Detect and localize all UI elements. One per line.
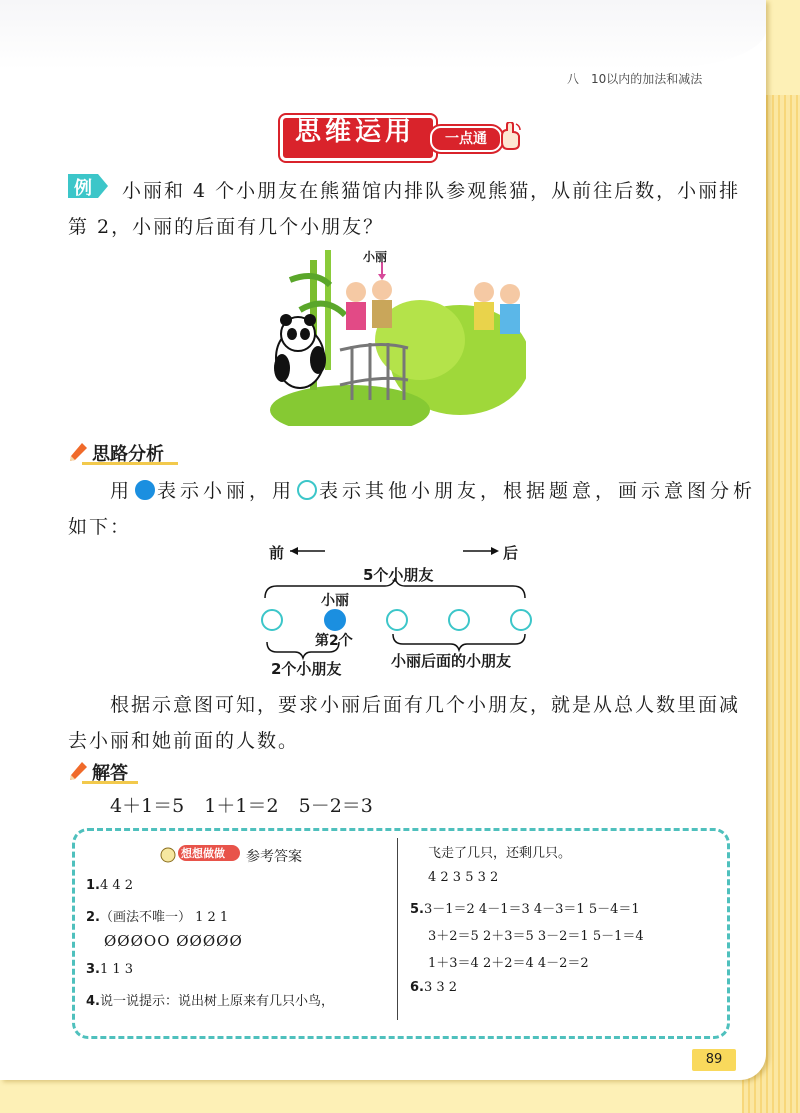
answer-1-number: 1. (86, 878, 100, 893)
think-do-badge-label: 想想做做 (181, 847, 225, 860)
analysis-paragraph-1 (110, 476, 756, 503)
chapter-title: 10以内的加法和减法 (591, 72, 703, 86)
answer-4-values: 4 2 3 5 3 2 (428, 870, 499, 885)
diagram-after-label: 小丽后面的小朋友 (391, 652, 512, 670)
analysis-paragraph-2: 根据示意图可知，要求小丽后面有几个小朋友，就是从总人数里面减 (110, 694, 741, 716)
hollow-dot-icon (297, 480, 317, 500)
answer-4-number: 4. (86, 994, 100, 1009)
analysis-text-c: 表示其他小朋友，根据题意，画示意图分析 (319, 480, 757, 502)
diagram-front-label: 前 (269, 544, 285, 562)
answer-4-continued: 飞走了几只，还剩几只。 (428, 846, 572, 861)
section-banner (280, 112, 520, 158)
answer-6 (410, 980, 457, 995)
analysis-text-b: 表示小丽，用 (157, 480, 296, 502)
diagram-position-label: 第2个 (315, 633, 353, 649)
running-header (567, 70, 714, 87)
answer-3-number: 3. (86, 962, 100, 977)
queue-diagram (255, 538, 545, 678)
banner-tag: 一点通 (430, 126, 502, 152)
header-band (0, 0, 766, 70)
answer-4-text: 说一说提示：说出树上原来有几只小鸟， (99, 994, 334, 1009)
answer-6-number: 6. (410, 980, 424, 995)
answer-2 (86, 906, 228, 925)
filled-dot-icon (135, 480, 155, 500)
solution-heading-text: 解答 (92, 763, 128, 784)
pointing-hand-icon (498, 122, 522, 150)
page-number: 89 (692, 1049, 736, 1071)
illustration-label: 小丽 (363, 250, 388, 264)
solution-heading (68, 759, 158, 785)
pencil-icon (68, 761, 88, 783)
illustration-drawing (270, 250, 526, 426)
answer-5-row-2: 3＋2＝5 2＋3＝5 3－2＝1 5－1＝4 (428, 929, 644, 944)
solution-equations: 4＋1＝5 1＋1＝2 5－2＝3 (110, 795, 373, 817)
answer-6-text: 3 3 2 (423, 980, 458, 995)
answer-2-number: 2. (86, 910, 100, 925)
example-text-line2: 第 2，小丽的后面有几个小朋友？ (68, 216, 385, 238)
banner-title: 思维运用 (294, 117, 415, 147)
example-text-line1: 小丽和 4 个小朋友在熊猫馆内排队参观熊猫，从前往后数，小丽排 (122, 180, 741, 202)
answer-3 (86, 962, 133, 977)
answer-5-row-1-text: 3－1＝2 4－1＝3 4－3＝1 5－4＝1 (423, 902, 640, 917)
unit-number: 八 (567, 72, 580, 86)
example-badge-label: 例 (74, 178, 94, 199)
analysis-paragraph-2-line2: 去小丽和她前面的人数。 (68, 730, 300, 752)
diagram-total-label: 5个小朋友 (363, 566, 434, 584)
analysis-paragraph-1-line2: 如下： (68, 516, 132, 538)
panda-queue-illustration (270, 250, 526, 426)
diagram-xiaoli-label: 小丽 (321, 593, 349, 609)
answer-5-row-3: 1＋3＝4 2＋2＝4 4－2＝2 (428, 956, 589, 971)
answer-1-text: 4 4 2 (99, 878, 134, 893)
reference-title: 参考答案 (246, 849, 302, 865)
answer-2-drawing: ØØØOO ØØØØØ (104, 932, 243, 950)
diagram-back-label: 后 (503, 544, 519, 562)
answer-3-text: 1 1 3 (99, 962, 134, 977)
diagram-before-label: 2个小朋友 (271, 660, 342, 678)
answer-2-text: （画法不唯一） 1 2 1 (99, 910, 229, 925)
pencil-icon (68, 442, 88, 464)
reference-divider (397, 838, 398, 1020)
analysis-heading (68, 440, 188, 466)
analysis-text-a: 用 (110, 480, 134, 502)
answer-4 (86, 990, 334, 1009)
answer-1 (86, 878, 133, 893)
analysis-heading-text: 思路分析 (92, 444, 164, 465)
answer-5-number: 5. (410, 902, 424, 917)
answer-5-row-1 (410, 898, 640, 917)
